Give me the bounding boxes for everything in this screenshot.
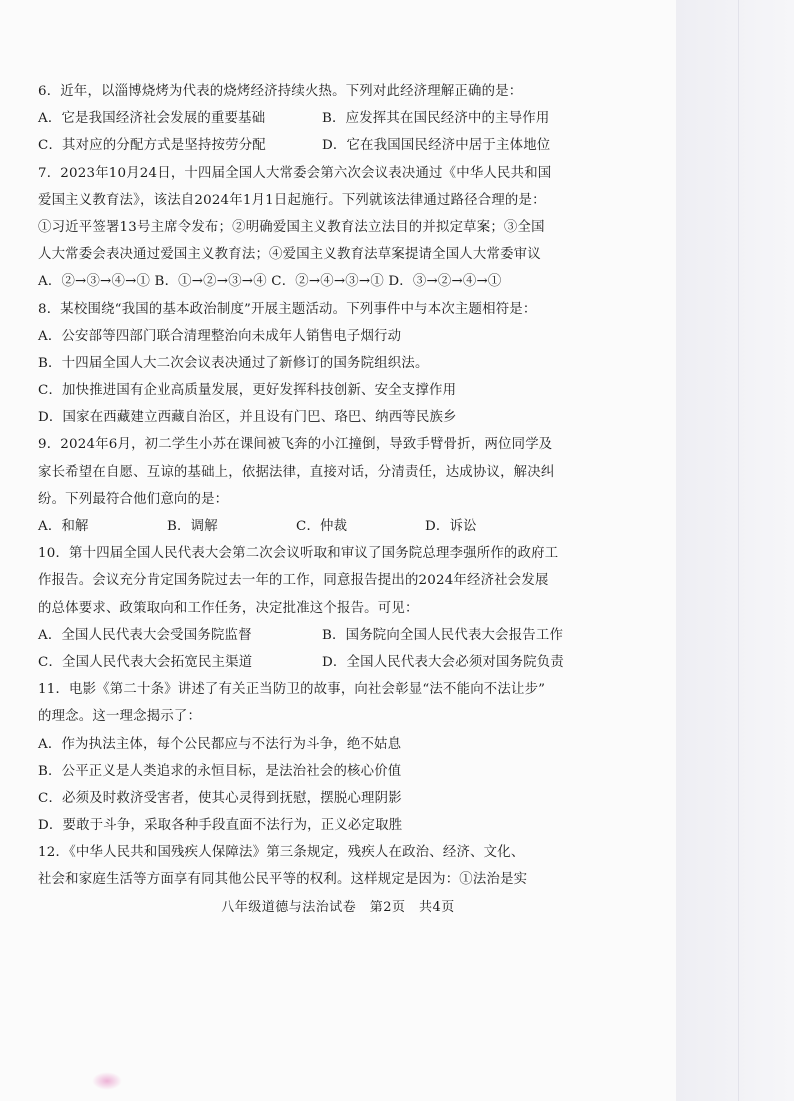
question-9-options xyxy=(38,513,598,540)
question-9-option-d: D．诉讼 xyxy=(425,519,477,534)
question-10-option-d: D．全国人民代表大会必须对国务院负责 xyxy=(322,654,564,670)
question-9-option-a: A．和解 xyxy=(38,519,89,534)
question-6-option-a: A．它是我国经济社会发展的重要基础 xyxy=(38,111,266,127)
question-10-options-row-2 xyxy=(38,649,598,676)
question-10-options-row-1 xyxy=(38,622,598,649)
question-11-option-d: D．要敢于斗争，采取各种手段直面不法行为，正义必定取胜 xyxy=(38,818,403,834)
question-9-option-b: B．调解 xyxy=(167,519,218,534)
question-6-options-row-2 xyxy=(38,132,598,159)
question-7-line: 7．2023年10月24日，十四届全国人大常委会第六次会议表决通过《中华人民共和国 xyxy=(38,165,552,181)
question-7-line: 爱国主义教育法》，该法自2024年1月1日起施行。下列就该法律通过路径合理的是： xyxy=(38,192,546,208)
question-7-line: ①习近平签署13号主席令发布；②明确爱国主义教育法立法目的并拟定草案；③全国 xyxy=(38,219,545,235)
question-11-line: 的理念。这一理念揭示了： xyxy=(38,709,202,725)
paper-fold-line xyxy=(738,0,739,1101)
question-10-option-c: C．全国人民代表大会拓宽民主渠道 xyxy=(38,654,253,670)
question-10-line: 的总体要求、政策取向和工作任务，决定批准这个报告。可见： xyxy=(38,600,419,616)
question-8-stem: 8．某校围绕“我国的基本政治制度”开展主题活动。下列事件中与本次主题相符是： xyxy=(38,301,537,317)
question-10-option-b: B．国务院向全国人民代表大会报告工作 xyxy=(322,627,564,643)
question-6-option-d: D．它在我国国民经济中居于主体地位 xyxy=(322,138,551,154)
question-12-line: 社会和家庭生活等方面享有同其他公民平等的权利。这样规定是因为：①法治是实 xyxy=(38,872,528,888)
question-11-option-c: C．必须及时救济受害者，使其心灵得到抚慰，摆脱心理阴影 xyxy=(38,790,402,806)
question-10-option-a: A．全国人民代表大会受国务院监督 xyxy=(38,627,252,643)
question-11-option-b: B．公平正义是人类追求的永恒目标，是法治社会的核心价值 xyxy=(38,763,402,779)
question-7-options: A．②→③→④→① B．①→②→③→④ C．②→④→③→① D．③→②→④→① xyxy=(38,274,502,290)
question-11-line: 11．电影《第二十条》讲述了有关正当防卫的故事，向社会彰显“法不能向不法让步” xyxy=(38,682,546,698)
ink-smudge xyxy=(92,1072,122,1090)
question-11-option-a: A．作为执法主体，每个公民都应与不法行为斗争，绝不姑息 xyxy=(38,736,402,752)
question-12-line: 12．《中华人民共和国残疾人保障法》第三条规定，残疾人在政治、经济、文化、 xyxy=(38,845,525,861)
question-8-option-a: A．公安部等四部门联合清理整治向未成年人销售电子烟行动 xyxy=(38,328,402,344)
question-9-option-c: C．仲裁 xyxy=(296,519,348,534)
question-9-line: 家长希望在自愿、互谅的基础上，依据法律，直接对话，分清责任，达成协议，解决纠 xyxy=(38,464,555,480)
page-footer: 八年级道德与法治试卷 第2页 共4页 xyxy=(221,900,455,915)
question-6-stem: 6．近年，以淄博烧烤为代表的烧烤经济持续火热。下列对此经济理解正确的是： xyxy=(38,84,523,99)
question-8-option-c: C．加快推进国有企业高质量发展，更好发挥科技创新、安全支撑作用 xyxy=(38,383,457,399)
question-10-line: 作报告。会议充分肯定国务院过去一年的工作，同意报告提出的2024年经济社会发展 xyxy=(38,573,549,589)
exam-content xyxy=(38,78,598,894)
question-7-line: 人大常委会表决通过爱国主义教育法；④爱国主义教育法草案提请全国人大常委审议 xyxy=(38,247,541,263)
question-9-line: 纷。下列最符合他们意向的是： xyxy=(38,491,229,507)
question-9-line: 9．2024年6月，初二学生小苏在课间被飞奔的小江撞倒，导致手臂骨折，两位同学及 xyxy=(38,437,553,453)
question-6-options-row-1 xyxy=(38,105,598,132)
question-8-option-b: B．十四届全国人大二次会议表决通过了新修订的国务院组织法。 xyxy=(38,355,429,371)
question-6-option-b: B．应发挥其在国民经济中的主导作用 xyxy=(322,111,550,127)
question-10-line: 10．第十四届全国人民代表大会第二次会议听取和审议了国务院总理李强所作的政府工 xyxy=(38,546,559,562)
question-6-option-c: C．其对应的分配方式是坚持按劳分配 xyxy=(38,138,266,154)
scan-background xyxy=(676,0,794,1101)
question-8-option-d: D．国家在西藏建立西藏自治区，并且设有门巴、珞巴、纳西等民族乡 xyxy=(38,410,457,426)
